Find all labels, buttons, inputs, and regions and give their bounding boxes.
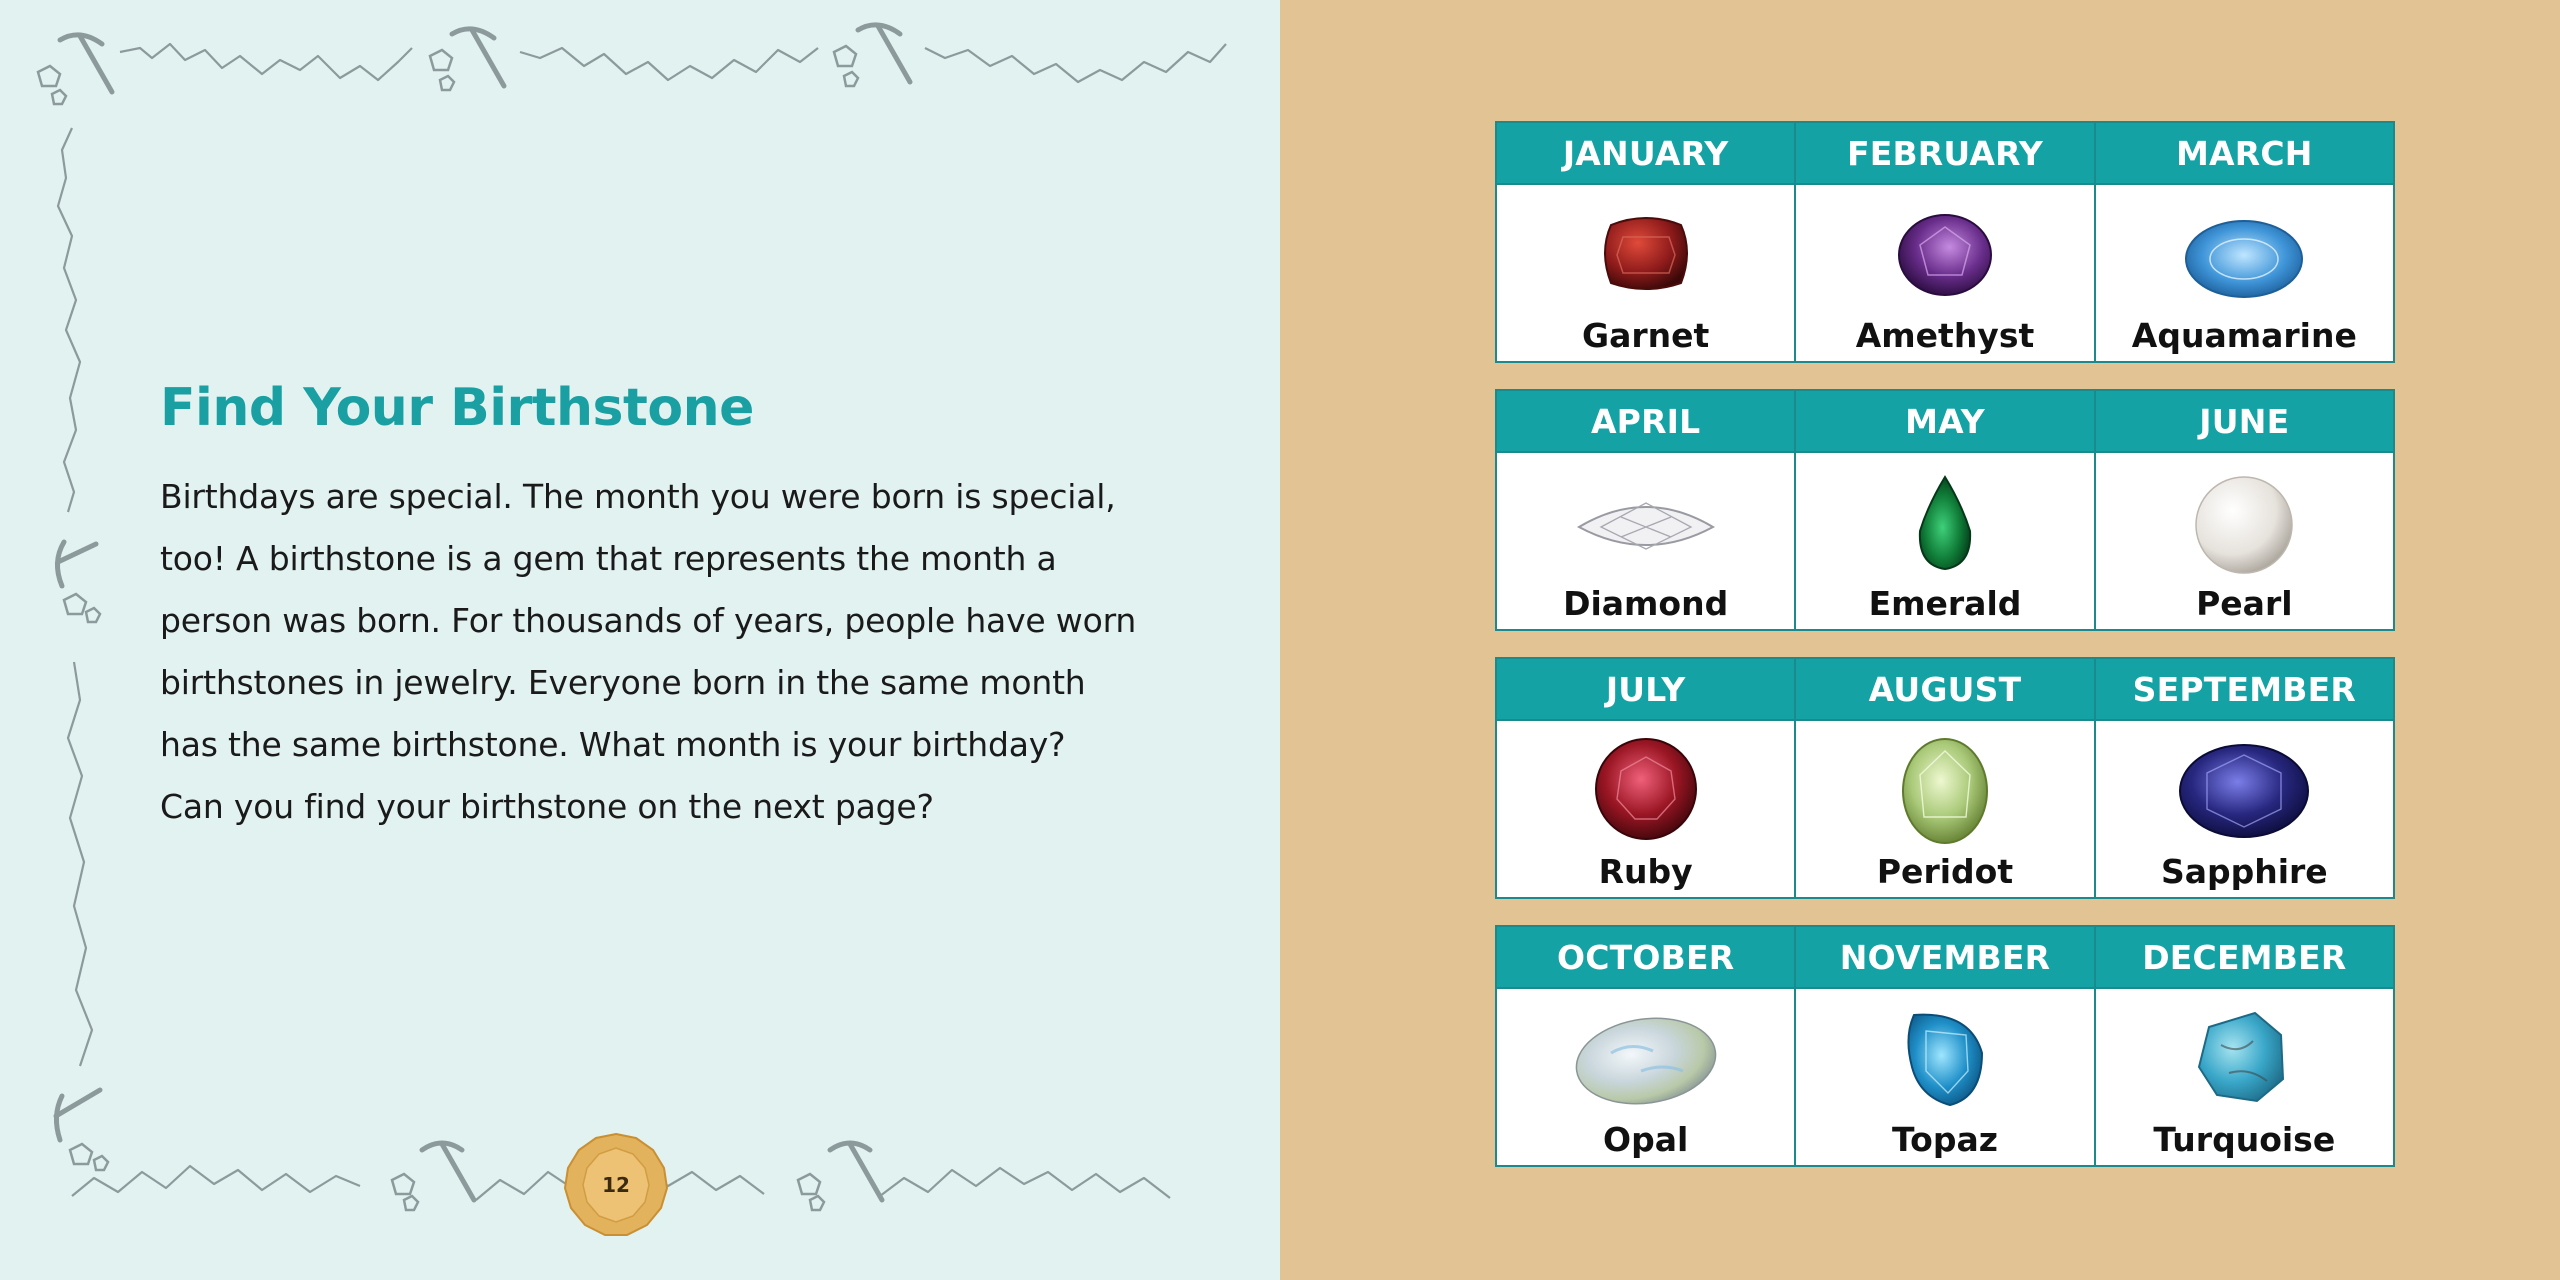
month-label: MARCH [2096,123,2393,185]
birthstone-cell-march [2096,123,2393,361]
right-page [1280,0,2560,1280]
gem-name: Aquamarine [2131,316,2357,355]
birthstone-row [1495,657,2395,899]
gem-body [1497,721,1794,897]
gem-name: Turquoise [2153,1120,2336,1159]
birthstone-cell-september [2096,659,2393,897]
birthstone-row [1495,925,2395,1167]
birthstone-cell-january [1497,123,1796,361]
gem-body [2096,989,2393,1165]
gem-name: Sapphire [2160,852,2328,891]
peridot-icon [1870,733,2020,851]
gem-name: Amethyst [1855,316,2035,355]
topaz-icon [1870,1001,2020,1119]
ruby-icon [1571,733,1721,851]
opal-icon [1571,1001,1721,1119]
birthstone-cell-june [2096,391,2393,629]
gem-body [1796,185,2093,361]
month-label: OCTOBER [1497,927,1794,989]
birthstone-grid [1495,121,2395,1193]
pearl-icon [2169,465,2319,583]
paragraph-line: too! A birthstone is a gem that represents the month a [160,539,1057,578]
gem-body [1497,989,1794,1165]
month-label: NOVEMBER [1796,927,2093,989]
month-label: APRIL [1497,391,1794,453]
birthstone-cell-december [2096,927,2393,1165]
intro-paragraph [160,466,1137,838]
birthstone-row [1495,121,2395,363]
paragraph-line: has the same birthstone. What month is your birthday? [160,725,1066,764]
emerald-icon [1870,465,2020,583]
aquamarine-icon [2169,197,2319,315]
gem-name: Pearl [2196,584,2293,623]
paragraph-line: Birthdays are special. The month you were born is special, [160,477,1116,516]
amethyst-icon [1870,197,2020,315]
birthstone-cell-may [1796,391,2095,629]
gem-body [2096,453,2393,629]
birthstone-cell-february [1796,123,2095,361]
month-label: DECEMBER [2096,927,2393,989]
month-label: JULY [1497,659,1794,721]
gem-name: Diamond [1563,584,1729,623]
birthstone-cell-july [1497,659,1796,897]
month-label: FEBRUARY [1796,123,2093,185]
gem-name: Emerald [1868,584,2022,623]
garnet-icon [1571,197,1721,315]
gem-name: Topaz [1892,1120,1998,1159]
month-label: JANUARY [1497,123,1794,185]
paragraph-line: birthstones in jewelry. Everyone born in the same month [160,663,1086,702]
gem-name: Ruby [1598,852,1693,891]
gem-name: Opal [1603,1120,1689,1159]
birthstone-cell-august [1796,659,2095,897]
month-label: SEPTEMBER [2096,659,2393,721]
page-title: Find Your Birthstone [160,378,754,438]
birthstone-row [1495,389,2395,631]
gem-body [1796,453,2093,629]
diamond-icon [1571,465,1721,583]
page-number: 12 [602,1173,630,1197]
gem-body [2096,721,2393,897]
gem-body [1497,185,1794,361]
birthstone-cell-april [1497,391,1796,629]
gem-name: Peridot [1876,852,2014,891]
month-label: JUNE [2096,391,2393,453]
gem-body [2096,185,2393,361]
gem-body [1796,721,2093,897]
paragraph-line: person was born. For thousands of years, people have worn [160,601,1137,640]
paragraph-line: Can you find your birthstone on the next page? [160,787,934,826]
gem-body [1497,453,1794,629]
birthstone-cell-october [1497,927,1796,1165]
month-label: AUGUST [1796,659,2093,721]
gem-name: Garnet [1582,316,1710,355]
gem-body [1796,989,2093,1165]
birthstone-cell-november [1796,927,2095,1165]
turquoise-icon [2169,1001,2319,1119]
sapphire-icon [2169,733,2319,851]
month-label: MAY [1796,391,2093,453]
